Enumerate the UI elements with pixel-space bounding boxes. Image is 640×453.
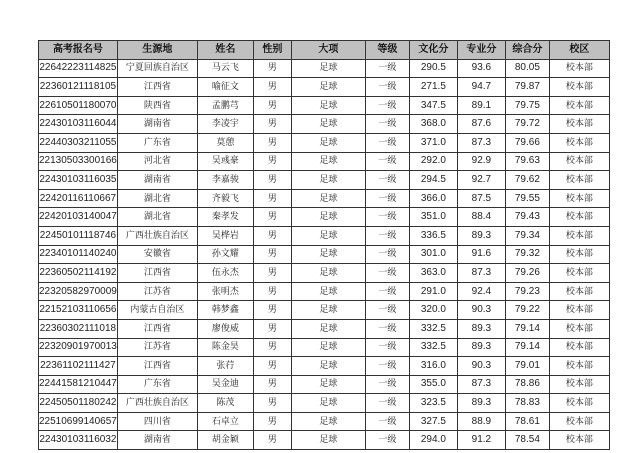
cell-campus: 校本部: [549, 96, 609, 115]
cell-culture-score: 301.0: [409, 245, 457, 264]
cell-exam-id: 22440303211055: [39, 133, 118, 152]
cell-level: 一级: [365, 96, 409, 115]
cell-major-score: 88.9: [457, 412, 505, 431]
cell-gender: 男: [253, 152, 291, 171]
cell-gender: 男: [253, 301, 291, 320]
cell-total-score: 79.22: [505, 301, 549, 320]
cell-origin: 四川省: [117, 412, 197, 431]
cell-level: 一级: [365, 208, 409, 227]
cell-origin: 湖南省: [117, 171, 197, 190]
cell-campus: 校本部: [549, 152, 609, 171]
cell-level: 一级: [365, 226, 409, 245]
cell-level: 一级: [365, 264, 409, 283]
cell-name: 孟鹏芎: [197, 96, 253, 115]
cell-campus: 校本部: [549, 115, 609, 134]
cell-major-score: 87.3: [457, 264, 505, 283]
cell-origin: 广西壮族自治区: [117, 226, 197, 245]
cell-name: 齐毅飞: [197, 189, 253, 208]
cell-gender: 男: [253, 133, 291, 152]
cell-exam-id: 22430103116035: [39, 171, 118, 190]
cell-name: 喻征文: [197, 78, 253, 97]
cell-origin: 江苏省: [117, 338, 197, 357]
cell-level: 一级: [365, 431, 409, 450]
cell-culture-score: 291.0: [409, 282, 457, 301]
cell-total-score: 79.72: [505, 115, 549, 134]
cell-total-score: 78.86: [505, 375, 549, 394]
cell-gender: 男: [253, 264, 291, 283]
table-row: [39, 133, 610, 152]
cell-major-score: 88.4: [457, 208, 505, 227]
cell-name: 秦孝发: [197, 208, 253, 227]
cell-sport: 足球: [291, 245, 365, 264]
cell-exam-id: 22360302111018: [39, 319, 118, 338]
cell-name: 胡金颖: [197, 431, 253, 450]
table-row: [39, 282, 610, 301]
header-level: 等级: [365, 41, 409, 60]
cell-exam-id: 22320901970013: [39, 338, 118, 357]
cell-major-score: 90.3: [457, 301, 505, 320]
cell-name: 吴桦岩: [197, 226, 253, 245]
cell-total-score: 79.23: [505, 282, 549, 301]
cell-total-score: 79.87: [505, 78, 549, 97]
cell-major-score: 87.5: [457, 189, 505, 208]
cell-sport: 足球: [291, 264, 365, 283]
cell-exam-id: 22360121118105: [39, 78, 118, 97]
cell-total-score: 79.63: [505, 152, 549, 171]
cell-sport: 足球: [291, 357, 365, 376]
cell-total-score: 80.05: [505, 59, 549, 78]
cell-culture-score: 336.5: [409, 226, 457, 245]
cell-total-score: 78.61: [505, 412, 549, 431]
cell-gender: 男: [253, 394, 291, 413]
table-row: [39, 59, 610, 78]
cell-sport: 足球: [291, 59, 365, 78]
cell-level: 一级: [365, 152, 409, 171]
cell-level: 一级: [365, 115, 409, 134]
cell-level: 一级: [365, 133, 409, 152]
cell-name: 韩梦鑫: [197, 301, 253, 320]
cell-campus: 校本部: [549, 59, 609, 78]
table-row: [39, 357, 610, 376]
cell-culture-score: 323.5: [409, 394, 457, 413]
cell-major-score: 91.6: [457, 245, 505, 264]
cell-total-score: 79.14: [505, 338, 549, 357]
cell-origin: 宁夏回族自治区: [117, 59, 197, 78]
cell-gender: 男: [253, 338, 291, 357]
cell-name: 马云飞: [197, 59, 253, 78]
table-row: [39, 152, 610, 171]
cell-level: 一级: [365, 412, 409, 431]
cell-total-score: 79.34: [505, 226, 549, 245]
table-row: [39, 319, 610, 338]
cell-campus: 校本部: [549, 78, 609, 97]
cell-exam-id: 22430103116044: [39, 115, 118, 134]
cell-total-score: 79.01: [505, 357, 549, 376]
header-sport: 大项: [291, 41, 365, 60]
cell-exam-id: 22430103116032: [39, 431, 118, 450]
cell-major-score: 89.3: [457, 394, 505, 413]
table-row: [39, 394, 610, 413]
cell-exam-id: 22642223114825: [39, 59, 118, 78]
cell-gender: 男: [253, 96, 291, 115]
cell-campus: 校本部: [549, 319, 609, 338]
cell-level: 一级: [365, 189, 409, 208]
cell-level: 一级: [365, 171, 409, 190]
header-total-score: 综合分: [505, 41, 549, 60]
table-row: [39, 115, 610, 134]
cell-sport: 足球: [291, 226, 365, 245]
cell-total-score: 79.26: [505, 264, 549, 283]
table-row: [39, 189, 610, 208]
cell-gender: 男: [253, 226, 291, 245]
cell-level: 一级: [365, 301, 409, 320]
table-row: [39, 245, 610, 264]
table-header-row: [39, 41, 610, 60]
cell-total-score: 79.14: [505, 319, 549, 338]
cell-sport: 足球: [291, 96, 365, 115]
cell-major-score: 89.3: [457, 226, 505, 245]
cell-name: 吴金迪: [197, 375, 253, 394]
cell-level: 一级: [365, 319, 409, 338]
cell-exam-id: 22510699140657: [39, 412, 118, 431]
cell-level: 一级: [365, 78, 409, 97]
cell-major-score: 92.4: [457, 282, 505, 301]
cell-culture-score: 271.5: [409, 78, 457, 97]
cell-exam-id: 22420116110667: [39, 189, 118, 208]
cell-name: 莫憩: [197, 133, 253, 152]
cell-origin: 湖南省: [117, 115, 197, 134]
cell-major-score: 87.6: [457, 115, 505, 134]
cell-sport: 足球: [291, 412, 365, 431]
cell-origin: 广东省: [117, 375, 197, 394]
table-row: [39, 171, 610, 190]
cell-culture-score: 332.5: [409, 319, 457, 338]
cell-major-score: 89.1: [457, 96, 505, 115]
cell-exam-id: 22450501180242: [39, 394, 118, 413]
cell-campus: 校本部: [549, 357, 609, 376]
cell-sport: 足球: [291, 115, 365, 134]
cell-campus: 校本部: [549, 412, 609, 431]
cell-origin: 江西省: [117, 78, 197, 97]
cell-name: 廖俊威: [197, 319, 253, 338]
cell-origin: 湖北省: [117, 189, 197, 208]
cell-major-score: 90.3: [457, 357, 505, 376]
cell-culture-score: 294.0: [409, 431, 457, 450]
cell-sport: 足球: [291, 171, 365, 190]
table-row: [39, 78, 610, 97]
header-culture-score: 文化分: [409, 41, 457, 60]
cell-major-score: 94.7: [457, 78, 505, 97]
cell-sport: 足球: [291, 282, 365, 301]
cell-campus: 校本部: [549, 245, 609, 264]
cell-level: 一级: [365, 394, 409, 413]
cell-culture-score: 347.5: [409, 96, 457, 115]
cell-sport: 足球: [291, 152, 365, 171]
cell-level: 一级: [365, 338, 409, 357]
cell-exam-id: 22450101118746: [39, 226, 118, 245]
cell-name: 张荇: [197, 357, 253, 376]
cell-name: 李凌宇: [197, 115, 253, 134]
cell-culture-score: 363.0: [409, 264, 457, 283]
admission-list-sheet: [38, 40, 610, 450]
cell-name: 李嘉骏: [197, 171, 253, 190]
cell-origin: 广东省: [117, 133, 197, 152]
cell-origin: 广西壮族自治区: [117, 394, 197, 413]
cell-culture-score: 294.5: [409, 171, 457, 190]
table-row: [39, 301, 610, 320]
cell-gender: 男: [253, 357, 291, 376]
cell-sport: 足球: [291, 319, 365, 338]
cell-total-score: 79.62: [505, 171, 549, 190]
header-origin: 生源地: [117, 41, 197, 60]
cell-gender: 男: [253, 412, 291, 431]
cell-major-score: 89.3: [457, 319, 505, 338]
cell-gender: 男: [253, 171, 291, 190]
cell-culture-score: 332.5: [409, 338, 457, 357]
table-row: [39, 412, 610, 431]
cell-sport: 足球: [291, 78, 365, 97]
cell-level: 一级: [365, 375, 409, 394]
cell-origin: 陕西省: [117, 96, 197, 115]
cell-major-score: 93.6: [457, 59, 505, 78]
cell-name: 张明杰: [197, 282, 253, 301]
cell-gender: 男: [253, 78, 291, 97]
cell-gender: 男: [253, 59, 291, 78]
cell-campus: 校本部: [549, 208, 609, 227]
cell-campus: 校本部: [549, 226, 609, 245]
cell-gender: 男: [253, 245, 291, 264]
cell-sport: 足球: [291, 133, 365, 152]
header-major-score: 专业分: [457, 41, 505, 60]
cell-campus: 校本部: [549, 431, 609, 450]
cell-campus: 校本部: [549, 301, 609, 320]
cell-origin: 江西省: [117, 264, 197, 283]
cell-name: 陈金昊: [197, 338, 253, 357]
cell-culture-score: 368.0: [409, 115, 457, 134]
cell-origin: 江西省: [117, 319, 197, 338]
cell-exam-id: 22610501180070: [39, 96, 118, 115]
cell-culture-score: 355.0: [409, 375, 457, 394]
cell-exam-id: 22320582970009: [39, 282, 118, 301]
header-name: 姓名: [197, 41, 253, 60]
cell-total-score: 79.75: [505, 96, 549, 115]
header-campus: 校区: [549, 41, 609, 60]
admission-table: [38, 40, 610, 450]
table-row: [39, 431, 610, 450]
cell-culture-score: 320.0: [409, 301, 457, 320]
cell-origin: 江苏省: [117, 282, 197, 301]
cell-origin: 安徽省: [117, 245, 197, 264]
cell-major-score: 92.9: [457, 152, 505, 171]
cell-gender: 男: [253, 115, 291, 134]
cell-sport: 足球: [291, 431, 365, 450]
cell-origin: 湖北省: [117, 208, 197, 227]
cell-total-score: 78.54: [505, 431, 549, 450]
cell-level: 一级: [365, 59, 409, 78]
cell-campus: 校本部: [549, 338, 609, 357]
cell-culture-score: 351.0: [409, 208, 457, 227]
cell-culture-score: 316.0: [409, 357, 457, 376]
cell-sport: 足球: [291, 208, 365, 227]
cell-campus: 校本部: [549, 282, 609, 301]
cell-campus: 校本部: [549, 189, 609, 208]
cell-campus: 校本部: [549, 375, 609, 394]
table-row: [39, 208, 610, 227]
cell-culture-score: 327.5: [409, 412, 457, 431]
cell-major-score: 92.7: [457, 171, 505, 190]
table-row: [39, 226, 610, 245]
header-gender: 性别: [253, 41, 291, 60]
cell-total-score: 79.55: [505, 189, 549, 208]
cell-origin: 河北省: [117, 152, 197, 171]
cell-culture-score: 371.0: [409, 133, 457, 152]
cell-sport: 足球: [291, 301, 365, 320]
cell-origin: 湖南省: [117, 431, 197, 450]
cell-gender: 男: [253, 319, 291, 338]
cell-name: 孙文耀: [197, 245, 253, 264]
cell-sport: 足球: [291, 189, 365, 208]
cell-name: 吴彧豪: [197, 152, 253, 171]
cell-exam-id: 22420103140047: [39, 208, 118, 227]
cell-sport: 足球: [291, 394, 365, 413]
table-row: [39, 338, 610, 357]
cell-campus: 校本部: [549, 394, 609, 413]
cell-gender: 男: [253, 208, 291, 227]
cell-total-score: 78.83: [505, 394, 549, 413]
cell-culture-score: 292.0: [409, 152, 457, 171]
cell-sport: 足球: [291, 338, 365, 357]
cell-major-score: 87.3: [457, 133, 505, 152]
cell-gender: 男: [253, 282, 291, 301]
cell-exam-id: 22152103110656: [39, 301, 118, 320]
cell-campus: 校本部: [549, 133, 609, 152]
cell-name: 陈茂: [197, 394, 253, 413]
table-row: [39, 96, 610, 115]
cell-level: 一级: [365, 282, 409, 301]
cell-major-score: 91.2: [457, 431, 505, 450]
cell-exam-id: 22360502114192: [39, 264, 118, 283]
table-row: [39, 264, 610, 283]
cell-culture-score: 290.5: [409, 59, 457, 78]
cell-exam-id: 22340101140240: [39, 245, 118, 264]
cell-culture-score: 366.0: [409, 189, 457, 208]
cell-total-score: 79.43: [505, 208, 549, 227]
cell-total-score: 79.66: [505, 133, 549, 152]
cell-level: 一级: [365, 245, 409, 264]
cell-major-score: 87.3: [457, 375, 505, 394]
cell-total-score: 79.32: [505, 245, 549, 264]
cell-name: 伍永杰: [197, 264, 253, 283]
cell-origin: 内蒙古自治区: [117, 301, 197, 320]
cell-campus: 校本部: [549, 171, 609, 190]
cell-level: 一级: [365, 357, 409, 376]
cell-exam-id: 22130503300166: [39, 152, 118, 171]
cell-gender: 男: [253, 189, 291, 208]
cell-gender: 男: [253, 431, 291, 450]
cell-origin: 江西省: [117, 357, 197, 376]
cell-name: 石卓立: [197, 412, 253, 431]
cell-sport: 足球: [291, 375, 365, 394]
table-row: [39, 375, 610, 394]
cell-major-score: 89.3: [457, 338, 505, 357]
cell-gender: 男: [253, 375, 291, 394]
header-exam-id: 高考报名号: [39, 41, 118, 60]
cell-exam-id: 22361102111427: [39, 357, 118, 376]
cell-campus: 校本部: [549, 264, 609, 283]
cell-exam-id: 22441581210447: [39, 375, 118, 394]
